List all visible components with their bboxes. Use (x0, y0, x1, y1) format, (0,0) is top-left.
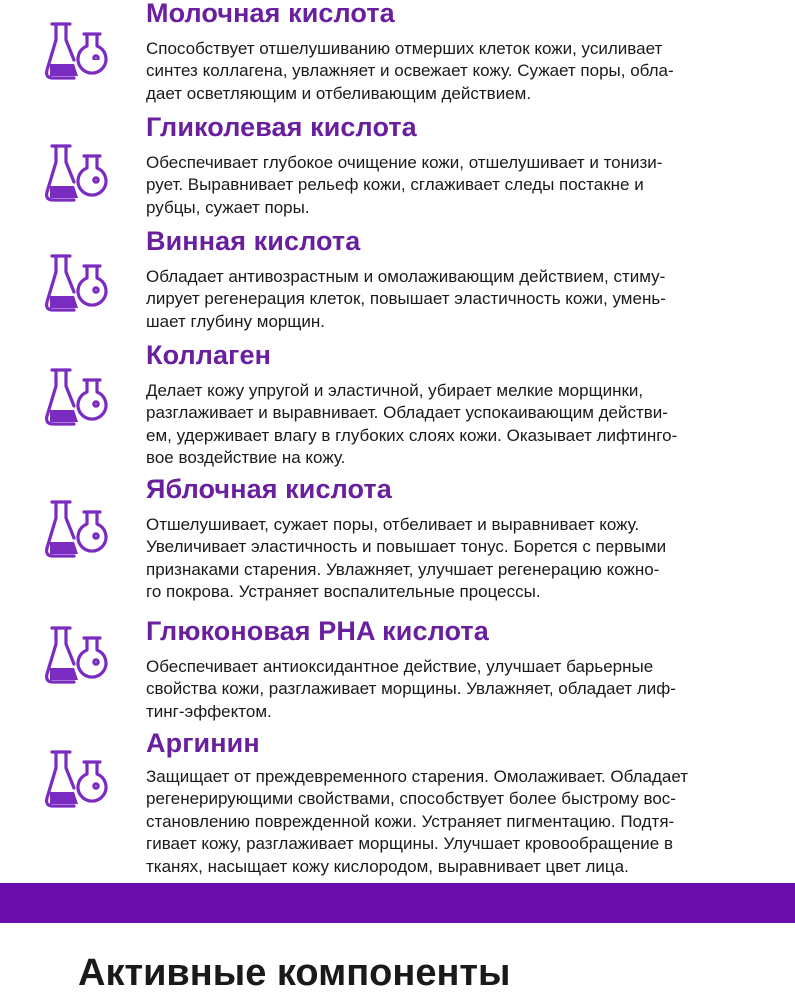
description-line: Отшелушивает, сужает поры, отбеливает и выравнивает кожу. (146, 515, 640, 534)
description-line: Обладает антивозрастным и омолаживающим действием, стиму- (146, 267, 666, 286)
flasks-icon (44, 498, 114, 560)
description-line: Защищает от преждевременного старения. Омолаживает. Обладает (146, 767, 689, 786)
description-line: рует. Выравнивает рельеф кожи, сглаживает следы постакне и (146, 175, 644, 195)
description-line: лирует регенерация клеток, повышает эластичность кожи, умень- (146, 289, 666, 309)
ingredient-description (146, 266, 766, 333)
ingredient-title: Яблочная кислота (146, 474, 392, 504)
ingredient-title: Винная кислота (146, 226, 361, 256)
description-line: Делает кожу упругой и эластичной, убирает мелкие морщинки, (146, 381, 644, 400)
ingredient-description (146, 380, 766, 470)
flasks-icon (44, 20, 114, 82)
description-line: разглаживает и выравнивает. Обладает успокаивающим действи- (146, 403, 668, 423)
ingredient-description (146, 38, 766, 105)
description-line: го покрова. Устраняет воспалительные процессы. (146, 582, 541, 602)
ingredient-title: Гликолевая кислота (146, 112, 417, 142)
ingredient-title: Коллаген (146, 340, 271, 370)
description-line: Обеспечивает антиоксидантное действие, улучшает барьерные (146, 657, 654, 676)
ingredient-title: Аргинин (146, 728, 260, 758)
description-line: Обеспечивает глубокое очищение кожи, отшелушивает и тонизи- (146, 153, 663, 172)
description-line: дает осветляющим и отбеливающим действием. (146, 83, 532, 103)
ingredient-title: Молочная кислота (146, 0, 395, 28)
description-line: гивает кожу, разглаживает морщины. Улучшает кровообращение в (146, 834, 674, 854)
description-line: свойства кожи, разглаживает морщины. Увлажняет, обладает лиф- (146, 679, 676, 699)
description-line: Увеличивает эластичность и повышает тонус. Борется с первыми (146, 537, 667, 557)
ingredient-description (146, 514, 766, 604)
flasks-icon (44, 748, 114, 810)
flasks-icon (44, 252, 114, 314)
flasks-icon (44, 142, 114, 204)
description-line: шает глубину морщин. (146, 311, 325, 331)
description-line: Способствует отшелушиванию отмерших клеток кожи, усиливает (146, 39, 663, 58)
description-line: синтез коллагена, увлажняет и освежает кожу. Сужает поры, обла- (146, 61, 674, 81)
description-line: тинг-эффектом. (146, 701, 272, 721)
section-title: Активные компоненты (78, 952, 511, 994)
ingredient-description (146, 656, 766, 723)
description-line: ем, удерживает влагу в глубоких слоях кожи. Оказывает лифтинго- (146, 425, 678, 445)
flasks-icon (44, 366, 114, 428)
ingredient-description (146, 152, 766, 219)
description-line: признаками старения. Увлажняет, улучшает регенерацию кожно- (146, 559, 660, 579)
description-line: регенерирующими свойствами, способствует более быстрому вос- (146, 789, 676, 809)
ingredient-title: Глюконовая PHA кислота (146, 616, 489, 646)
ingredient-description (146, 766, 766, 878)
purple-divider-band (0, 883, 795, 923)
description-line: тканях, насыщает кожу кислородом, выравнивает цвет лица. (146, 856, 629, 876)
description-line: рубцы, сужает поры. (146, 197, 310, 217)
flasks-icon (44, 624, 114, 686)
description-line: вое воздействие на кожу. (146, 448, 346, 468)
description-line: становлению поврежденной кожи. Устраняет пигментацию. Подтя- (146, 811, 675, 831)
